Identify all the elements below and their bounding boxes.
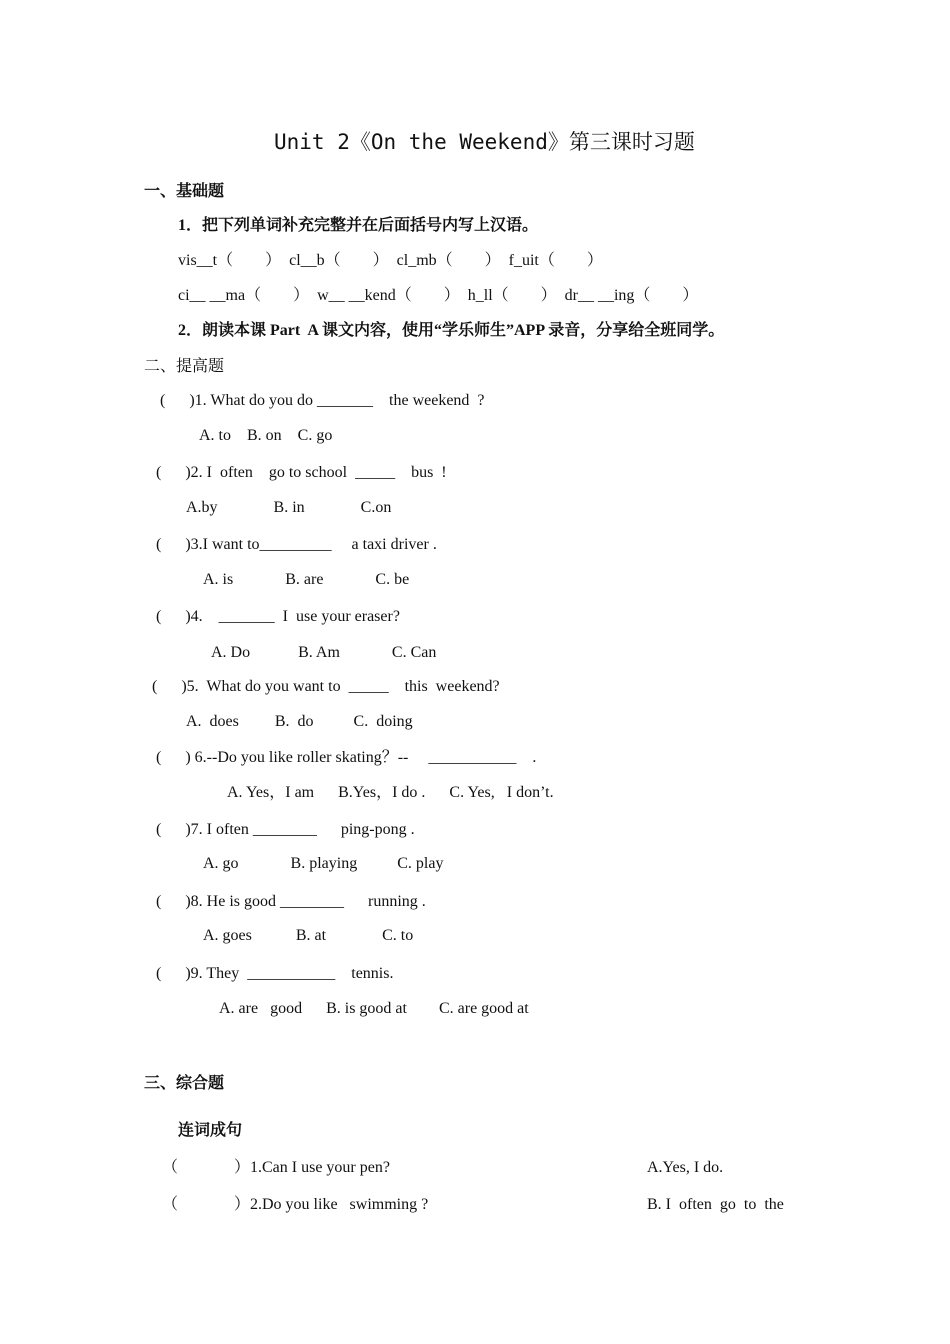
matching-row-2-question: （ ）2.Do you like swimming ? [162,1196,429,1213]
question-3-options: A. is B. are C. be [203,571,410,588]
instruction-2: 2．朗读本课 Part A 课文内容，使用“学乐师生”APP 录音，分享给全班同学。 [178,322,725,339]
page-title: Unit 2《On the Weekend》第三课时习题 [274,130,695,154]
word-fill-row-1: vis__t（ ） cl__b（ ） cl_mb（ ） f_uit（ ） [178,252,603,269]
question-2-options: A.by B. in C.on [186,499,392,516]
question-6: ( ) 6.--Do you like roller skating？-- ___________ . [156,749,537,766]
word-fill-row-2: ci__ __ma（ ） w__ __kend（ ） h_ll（ ） dr__ __ing（ ） [178,287,699,304]
question-9: ( )9. They ___________ tennis. [156,965,394,982]
question-6-options: A. Yes，I am B.Yes，I do . C. Yes, I don’t. [227,784,554,801]
section-heading-basic: 一、基础题 [144,183,225,200]
question-1: ( )1. What do you do _______ the weekend ? [160,392,485,409]
question-5-options: A. does B. do C. doing [186,713,413,730]
question-1-options: A. to B. on C. go [199,427,333,444]
question-2: ( )2. I often go to school _____ bus ! [156,464,447,481]
question-4-options: A. Do B. Am C. Can [211,644,437,661]
question-8: ( )8. He is good ________ running . [156,893,426,910]
section-heading-advanced: 二、提高题 [144,358,225,375]
matching-row-1-answer: A.Yes, I do. [647,1159,724,1176]
question-3: ( )3.I want to_________ a taxi driver . [156,536,437,553]
question-4: ( )4. _______ I use your eraser? [156,608,400,625]
question-8-options: A. goes B. at C. to [203,927,414,944]
section-heading-comprehensive: 三、综合题 [144,1075,225,1092]
question-5: ( )5. What do you want to _____ this weekend? [152,678,500,695]
subheading-sentence-matching: 连词成句 [178,1122,243,1139]
question-9-options: A. are good B. is good at C. are good at [219,1000,529,1017]
matching-row-2-answer: B. I often go to the [647,1196,784,1213]
question-7-options: A. go B. playing C. play [203,855,444,872]
matching-row-1-question: （ ）1.Can I use your pen? [162,1159,390,1176]
question-7: ( )7. I often ________ ping-pong . [156,821,415,838]
instruction-1: 1．把下列单词补充完整并在后面括号内写上汉语。 [178,217,539,234]
